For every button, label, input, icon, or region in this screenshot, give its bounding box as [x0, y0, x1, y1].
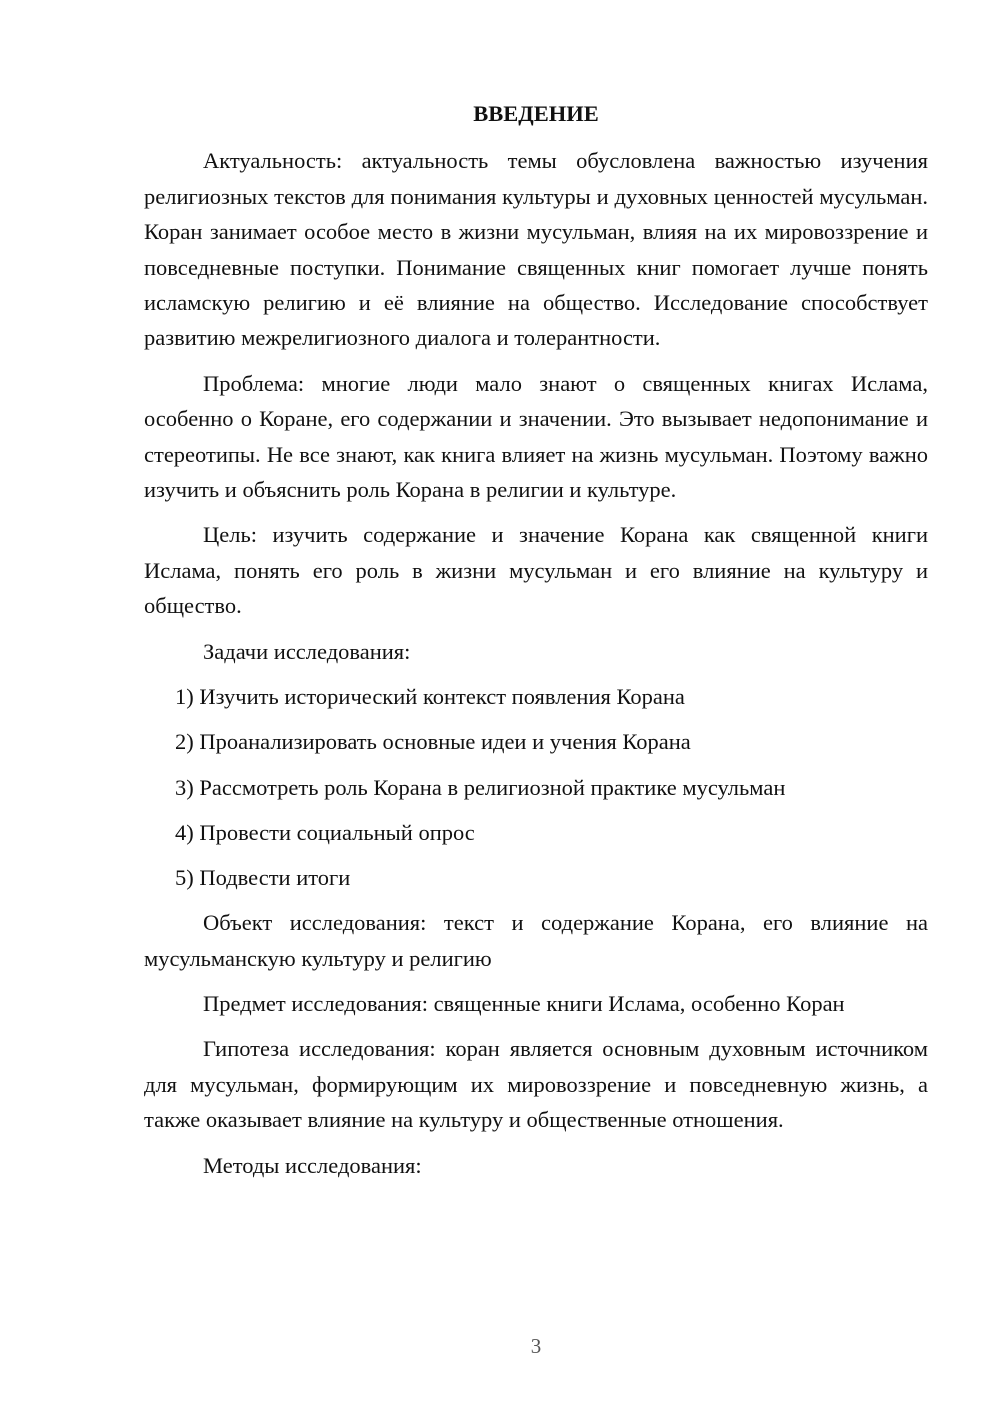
tasks-list — [144, 679, 928, 895]
methods-intro: Методы исследования: — [203, 1152, 422, 1178]
hypothesis-paragraph: Гипотеза исследования: коран является основным духовным источником для мусульман, формирующим их мировоззрение и повседневную жизнь, а также оказывает влияние на культуру и общественные отношения. — [144, 1036, 928, 1133]
task-item: 4) Провести социальный опрос — [175, 819, 475, 845]
task-item: 5) Подвести итоги — [175, 864, 351, 890]
object-paragraph: Объект исследования: текст и содержание Корана, его влияние на мусульманскую культуру и религию — [144, 910, 928, 971]
task-item: 3) Рассмотреть роль Корана в религиозной практике мусульман — [175, 774, 786, 800]
problem-paragraph: Проблема: многие люди мало знают о священных книгах Ислама, особенно о Коране, его содержании и значении. Это вызывает недопонимание и стереотипы. Не все знают, как книга влияет на жизнь мусульман. Поэтому важно изучить и объяснить роль Корана в религии и культуре. — [144, 370, 928, 503]
task-item: 1) Изучить исторический контекст появления Корана — [175, 684, 685, 710]
relevance-paragraph: Актуальность: актуальность темы обусловлена важностью изучения религиозных текстов для понимания культуры и духовных ценностей мусульман. Коран занимает особое место в жизни мусульман, влияя на их мировоззрение и повседневные поступки. Понимание священных книг помогает лучше понять исламскую религию и её влияние на общество. Исследование способствует развитию межрелигиозного диалога и толерантности. — [144, 148, 928, 351]
page-content — [144, 96, 928, 1193]
section-heading: ВВЕДЕНИЕ — [473, 101, 599, 126]
page-number: 3 — [530, 1334, 542, 1358]
tasks-intro: Задачи исследования: — [203, 638, 411, 664]
goal-paragraph: Цель: изучить содержание и значение Корана как священной книги Ислама, понять его роль в жизни мусульман и его влияние на культуру и общество. — [144, 522, 928, 619]
subject-paragraph: Предмет исследования: священные книги Ислама, особенно Коран — [203, 990, 845, 1016]
task-item: 2) Проанализировать основные идеи и учения Корана — [175, 729, 691, 755]
